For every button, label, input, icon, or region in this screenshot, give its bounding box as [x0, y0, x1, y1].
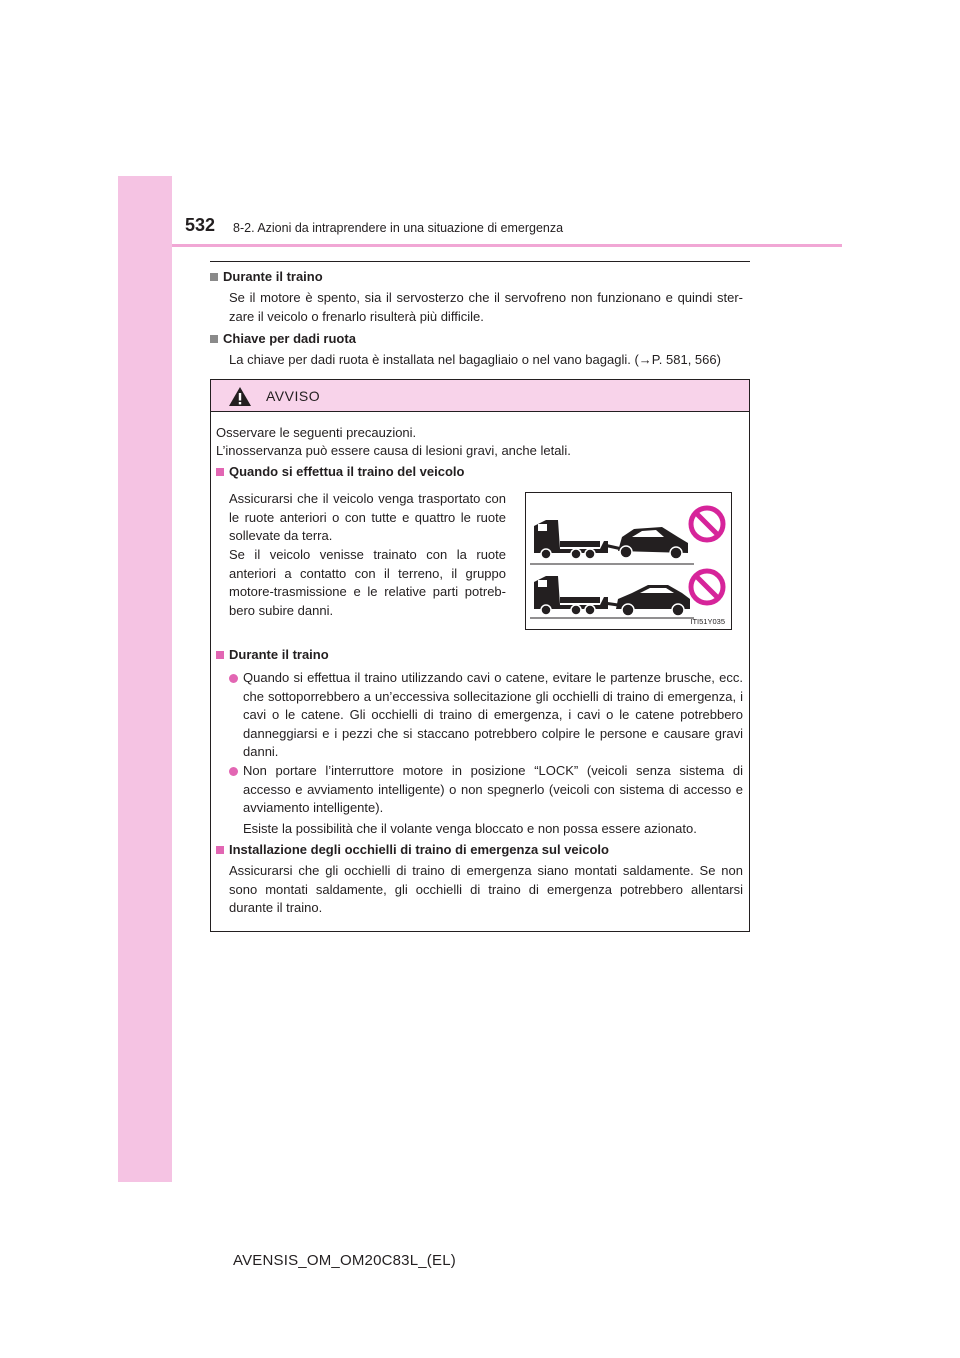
- prohibition-icon: [691, 508, 723, 540]
- warning-header: [211, 380, 749, 412]
- tow-truck-front-wheels-icon: [534, 520, 622, 559]
- warning-intro-2: L’inosservanza può essere causa di lesioni gravi, anche letali.: [216, 443, 571, 458]
- figure-code: ITI51Y035: [690, 617, 725, 626]
- warning-subtitle-installazione-occhielli: Installazione degli occhielli di traino di emergenza sul veicolo: [216, 842, 609, 857]
- tow-truck-all-wheels-icon: [534, 576, 618, 615]
- warning-sub1-paragraph-2: Se il veicolo venisse trainato con la ruote anteriori a contatto con il terreno, il gruppo motore-trasmissione e le relative parti potreb-bero subire danni.: [229, 547, 506, 618]
- header-divider: [172, 244, 842, 247]
- page-number: 532: [185, 215, 216, 235]
- warning-sub2-item-1: Quando si effettua il traino utilizzando cavi o catene, evitare le partenze brusche, ecc. che sottoporrebbero a un’eccessiva sollecitazione gli occhielli di traino di emergenza, i cavi o le catene. Gli occhielli di traino di emergenza, i cavi o le catene potrebbero danneggiarsi e i pezzi che si staccano potrebbero colpire le persone e causare gravi danni.: [243, 670, 743, 759]
- footer-document-code: AVENSIS_OM_OM20C83L_(EL): [233, 1252, 456, 1269]
- warning-triangle-icon: [228, 386, 252, 407]
- warning-label: AVVISO: [266, 388, 321, 404]
- square-bullet-icon: [216, 846, 224, 854]
- warning-sub2-item-2: Non portare l’interruttore motore in posizione “LOCK” (veicoli senza sistema di accesso e avviamento intelligente) o non spegnerlo (veicoli con sistema di accesso e avviamento intelligente).: [243, 763, 743, 815]
- square-bullet-icon: [210, 335, 218, 343]
- warning-subtitle-traino-veicolo: Quando si effettua il traino del veicolo: [216, 464, 464, 479]
- towing-illustration: [525, 492, 732, 630]
- circle-bullet-icon: [229, 767, 238, 776]
- square-bullet-icon: [216, 651, 224, 659]
- warning-intro-1: Osservare le seguenti precauzioni.: [216, 425, 417, 440]
- car-lifted-icon: [618, 527, 688, 559]
- section-title-chiave-per-dadi-ruota: Chiave per dadi ruota: [210, 331, 356, 346]
- square-bullet-icon: [216, 468, 224, 476]
- warning-subtitle-durante-il-traino: Durante il traino: [216, 647, 329, 662]
- warning-sub2-item-2-note: Esiste la possibilità che il volante venga bloccato e non possa essere azionato.: [243, 821, 697, 836]
- circle-bullet-icon: [229, 674, 238, 683]
- section-divider: [210, 261, 750, 262]
- warning-sub1-paragraph-1: Assicurarsi che il veicolo venga trasportato con le ruote anteriori o con tutte e quattro le ruote sollevate da terra.: [229, 491, 506, 543]
- chapter-sidebar-tab: [118, 176, 172, 1182]
- section-text-chiave-per-dadi-ruota: La chiave per dadi ruota è installata nel bagagliaio o nel vano bagagli. (→P. 581, 566): [229, 352, 721, 367]
- chapter-title: 8-2. Azioni da intraprendere in una situazione di emergenza: [233, 221, 564, 235]
- square-bullet-icon: [210, 273, 218, 281]
- car-on-ground-icon: [616, 585, 690, 616]
- tow-truck-prohibited-illustration: [526, 493, 731, 629]
- section-text-durante-il-traino: Se il motore è spento, sia il servosterzo che il servofreno non funzionano e quindi ster-zare il veicolo o frenarlo risulterà più difficile.: [229, 290, 743, 324]
- warning-sub3-text: Assicurarsi che gli occhielli di traino di emergenza siano montati saldamente. Se non sono montati saldamente, gli occhielli di traino di emergenza potrebbero allentarsi durante il traino.: [229, 863, 743, 915]
- section-title-durante-il-traino: Durante il traino: [210, 269, 323, 284]
- prohibition-icon: [691, 571, 723, 603]
